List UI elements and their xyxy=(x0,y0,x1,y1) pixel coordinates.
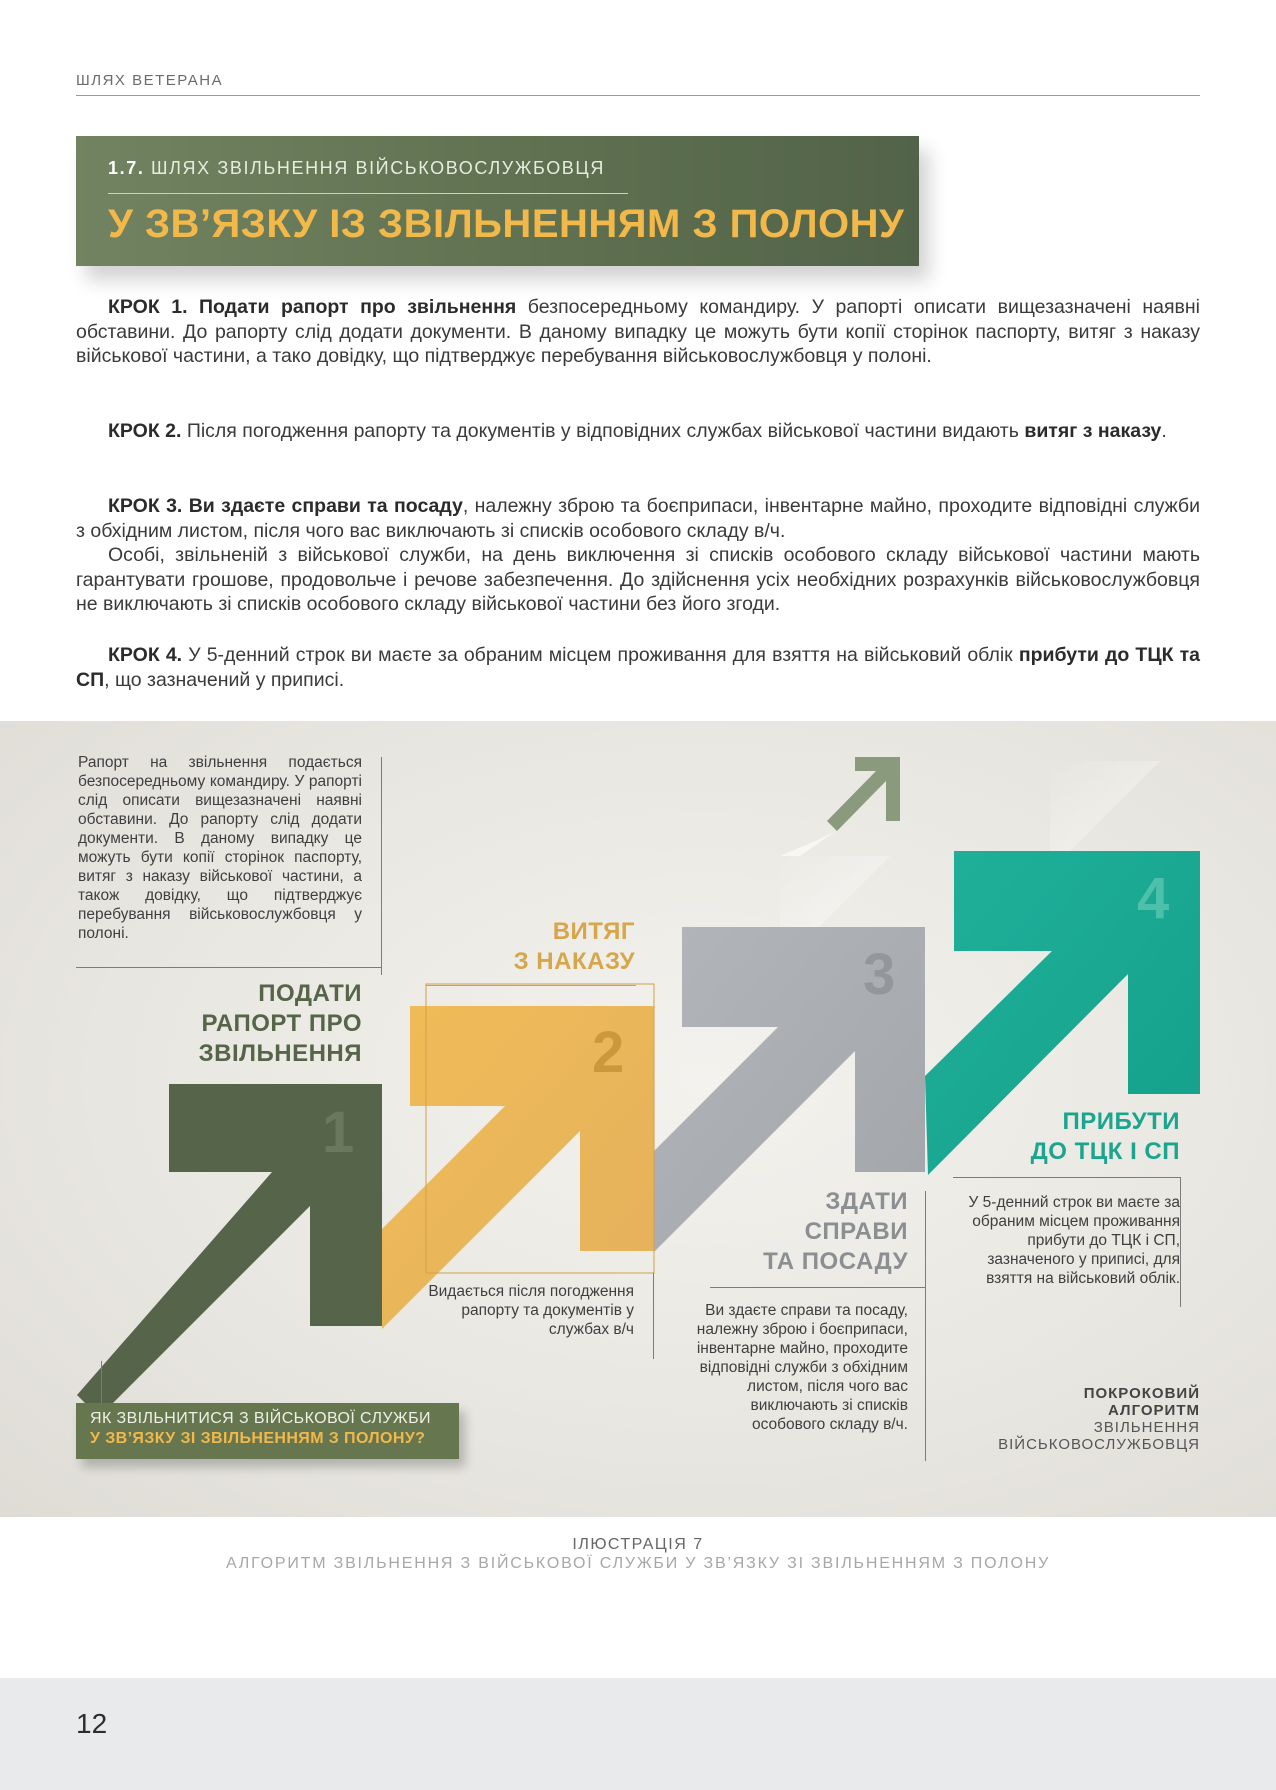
step-bold: Ви здаєте справи та посаду xyxy=(188,495,463,517)
section-banner xyxy=(76,136,919,266)
stage-2-number: 2 xyxy=(592,1020,625,1085)
step-label: КРОК 1. xyxy=(108,296,188,318)
step-3-note-paragraph xyxy=(76,543,1200,617)
page-number: 12 xyxy=(76,1708,108,1739)
stage-4-hline xyxy=(953,1177,1181,1178)
step-1-paragraph xyxy=(76,295,1200,369)
step-label: КРОК 2. xyxy=(108,420,182,442)
step-label: КРОК 4. xyxy=(108,644,183,666)
step-text: Після погодження рапорту та документів у відповідних службах військової частини видають xyxy=(181,420,1025,442)
banner-rule xyxy=(108,193,628,194)
algorithm-label xyxy=(930,1385,1200,1453)
step-text: У 5-денний строк ви маєте за обраним місцем проживання для взяття на військовий облік xyxy=(182,644,1019,666)
infographic xyxy=(0,721,1276,1517)
footer-band xyxy=(0,1678,1276,1790)
algo-line-1: ПОКРОКОВИЙ xyxy=(1083,1385,1200,1402)
stage-1-hline xyxy=(76,967,382,968)
stage-3-number: 3 xyxy=(863,942,896,1007)
stage-3-title: ЗДАТИ СПРАВИ ТА ПОСАДУ xyxy=(763,1188,908,1275)
badge-pointer-line xyxy=(101,1361,102,1403)
algo-line-2: АЛГОРИТМ xyxy=(1108,1402,1200,1419)
illustration-caption: АЛГОРИТМ ЗВІЛЬНЕННЯ З ВІЙСЬКОВОЇ СЛУЖБИ У ЗВ’ЯЗКУ ЗІ ЗВІЛЬНЕННЯМ З ПОЛОНУ xyxy=(225,1555,1051,1572)
badge-line-1: ЯК ЗВІЛЬНИТИСЯ З ВІЙСЬКОВОЇ СЛУЖБИ xyxy=(90,1410,431,1427)
stage-2-title: ВИТЯГ З НАКАЗУ xyxy=(513,918,635,975)
step-bold: витяг з наказу xyxy=(1024,420,1162,442)
stage-3-description: Ви здаєте справи та посаду, належну зброю і боєприпаси, інвентарне майно, проходите відповідні служби з обхідним листом, після чого вас виключають зі списків особового складу в/ч. xyxy=(696,1302,908,1433)
stage-1-description: Рапорт на звільнення подається безпосередньому командиру. У рапорті слід описати вищезазначені наявні обставини. До рапорту слід додати документи. В даному випадку це можуть бути копії сторінок паспорту, витяг з наказу військової частини, а також довідку, що підтверджує перебування військовослужбовця у полоні. xyxy=(78,754,362,942)
step-text: безпосередньому командиру. У рапорті описати вищезазначені наявні обставини. До рапорту слід додати документи. В даному випадку це можуть бути копії сторінок паспорту, витяг з наказу військової частини, а тако довідку, що підтверджує перебування військовослужбовця у полоні. xyxy=(76,296,1201,367)
stage-2-vline xyxy=(653,1273,654,1359)
step-4-paragraph xyxy=(76,643,1200,692)
step-text: Особі, звільненій з військової служби, на день виключення зі списків особового складу військової частини мають гарантувати грошове, продовольче і речове забезпечення. До здійснення усіх необхідних розрахунків військовослужбовця не виключають зі списків особового складу військової частини без його згоди. xyxy=(76,544,1200,615)
step-text-end: . xyxy=(1161,420,1167,442)
header-rule xyxy=(76,95,1200,96)
stage-1-number: 1 xyxy=(322,1100,355,1165)
badge-line-2: У ЗВ’ЯЗКУ ЗІ ЗВІЛЬНЕННЯМ З ПОЛОНУ? xyxy=(90,1430,426,1447)
algo-line-3: ЗВІЛЬНЕННЯ xyxy=(1093,1419,1200,1436)
step-3-paragraph xyxy=(76,494,1200,543)
question-badge xyxy=(76,1403,459,1459)
section-kicker-text: ШЛЯХ ЗВІЛЬНЕННЯ ВІЙСЬКОВОСЛУЖБОВЦЯ xyxy=(151,158,605,178)
step-label: КРОК 3. xyxy=(108,495,183,517)
stage-4-number: 4 xyxy=(1137,866,1170,931)
step-text-end: , що зазначений у приписі. xyxy=(104,668,345,691)
stage-2-description: Видається після погодження рапорту та документів у службах в/ч xyxy=(428,1283,634,1338)
stage-3-hline xyxy=(710,1287,926,1288)
stage-4-title: ПРИБУТИ ДО ТЦК І СП xyxy=(1030,1108,1180,1165)
step-text: , належну зброю та боєприпаси, інвентарне майно, проходите відповідні служби з обхідним листом, після чого вас виключають зі списків особового складу в/ч. xyxy=(76,495,1200,542)
step-2-paragraph xyxy=(76,419,1200,444)
section-kicker xyxy=(108,158,605,179)
section-title: У ЗВ’ЯЗКУ ІЗ ЗВІЛЬНЕННЯМ З ПОЛОНУ xyxy=(108,202,905,246)
stage-4-description: У 5-денний строк ви маєте за обраним місцем проживання прибути до ТЦК і СП, зазначеного у приписі, для взяття на військовий облік. xyxy=(968,1194,1180,1287)
illustration-label: ІЛЮСТРАЦІЯ 7 xyxy=(572,1536,704,1553)
stage-4-vline xyxy=(1180,1177,1181,1307)
stage-2-hline xyxy=(426,985,636,986)
light-streak xyxy=(780,831,836,856)
stage-3-vline xyxy=(925,1191,926,1461)
running-head: ШЛЯХ ВЕТЕРАНА xyxy=(76,72,224,89)
section-number: 1.7. xyxy=(108,158,145,178)
step-bold: Подати рапорт про звільнення xyxy=(199,296,517,318)
small-top-arrow xyxy=(827,757,900,831)
step-bold: прибути до ТЦК та СП xyxy=(76,644,1200,691)
stage-1-vline xyxy=(381,757,382,975)
algo-line-4: ВІЙСЬКОВОСЛУЖБОВЦЯ xyxy=(998,1436,1200,1453)
stage-1-title: ПОДАТИ РАПОРТ ПРО ЗВІЛЬНЕННЯ xyxy=(198,980,362,1067)
